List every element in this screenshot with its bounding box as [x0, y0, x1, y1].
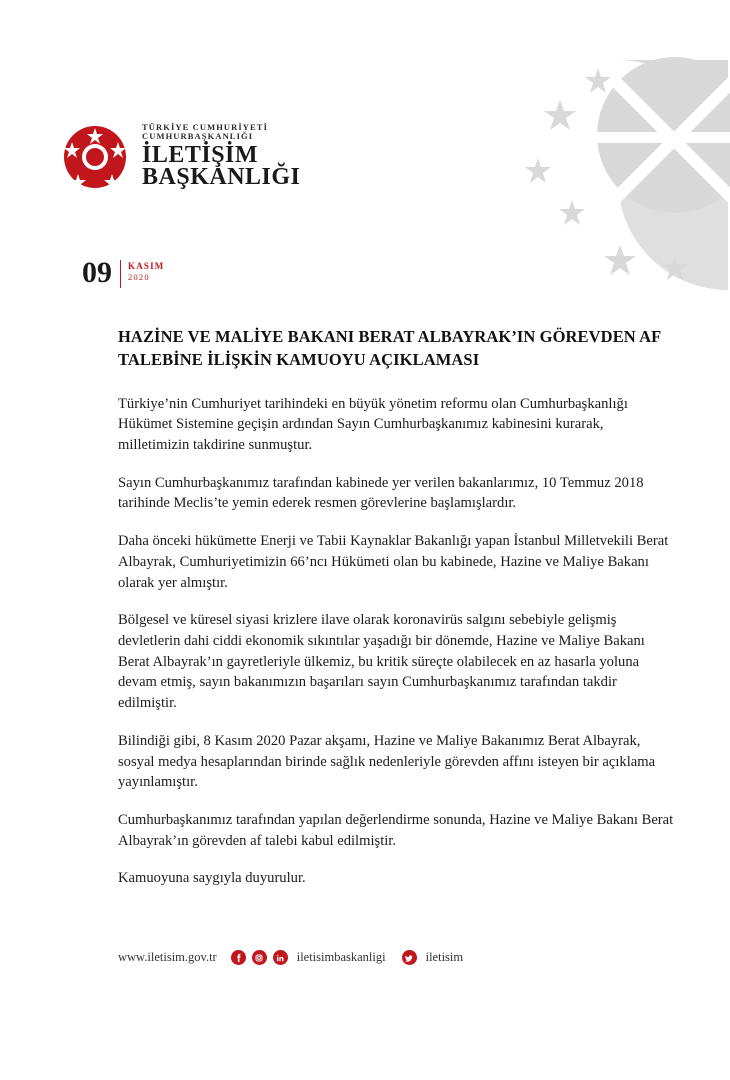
brand-header: [60, 122, 300, 192]
page-title: HAZİNE VE MALİYE BAKANI BERAT ALBAYRAK’IN GÖREVDEN AF TALEBİNE İLİŞKİN KAMUOYU AÇIKLAMASI: [118, 327, 661, 369]
paragraph-2: Sayın Cumhurbaşkanımız tarafından kabinede yer verilen bakanlarımız, 10 Temmuz 2018 tarihinde Meclis’te yemin ederek resmen görevlerine başlamışlardır.: [118, 474, 644, 512]
brand-line-small-1: TÜRKİYE CUMHURİYETİ: [142, 122, 268, 133]
brand-line-big-2: BAŞKANLIĞI: [142, 164, 301, 191]
statement-body: [118, 326, 678, 889]
paragraph-6: Cumhurbaşkanımız tarafından yapılan değerlendirme sonunda, Hazine ve Maliye Bakanı Berat Albayrak’ın görevden af talebi kabul edilmiştir.: [118, 812, 674, 849]
instagram-icon[interactable]: [252, 950, 267, 965]
paragraph-1: Türkiye’nin Cumhuriyet tarihindeki en büyük yönetim reformu olan Cumhurbaşkanlığı Hükümet Sistemine geçişin ardından Sayın Cumhurbaşkanımız kabinesini kurarak, milletimizin takdirine sunmuştur.: [118, 395, 628, 453]
date-divider: [120, 260, 121, 288]
linkedin-icon[interactable]: [273, 950, 288, 965]
website-url[interactable]: www.iletisim.gov.tr: [118, 950, 217, 964]
date-month: KASIM: [128, 261, 165, 271]
brand-line-small-2: CUMHURBAŞKANLIĞI: [142, 131, 254, 142]
paragraph-3: Daha önceki hükümette Enerji ve Tabii Kaynaklar Bakanlığı yapan İstanbul Milletvekili Berat Albayrak, Cumhuriyetimizin 66’ncı Hükümeti olan bu kabinede, Hazine ve Maliye Bakanı olarak yer almıştır.: [118, 533, 669, 591]
date-year: 2020: [128, 272, 150, 282]
twitter-icon[interactable]: [402, 950, 417, 965]
paragraph-4: Bölgesel ve küresel siyasi krizlere ilave olarak koronavirüs salgını sebebiyle gelişmiş devletlerin dahi ciddi ekonomik sıkıntılar yaşadığı bir dönemde, Hazine ve Maliye Bakanı Berat Albayrak’ın gayretleriyle ülkemiz, bu kritik süreçte olabilecek en az hasarla yoluna devam etmiş, sayın bakanımızın başarıları sayın Cumhurbaşkanımız tarafından takdir edilmiştir.: [118, 612, 645, 712]
social-handle-primary[interactable]: iletisimbaskanligi: [296, 950, 386, 964]
facebook-icon[interactable]: [231, 950, 246, 965]
paragraph-7: Kamuoyuna saygıyla duyurulur.: [118, 870, 306, 887]
paragraph-5: Bilindiği gibi, 8 Kasım 2020 Pazar akşamı, Hazine ve Maliye Bakanımız Berat Albayrak, sosyal medya hesaplarından birinde sağlık nedenleriyle görevden affını isteyen bir açıklama yayınlamıştır.: [118, 732, 656, 791]
footer: [118, 950, 678, 965]
social-handle-twitter[interactable]: iletisim: [425, 950, 464, 964]
publication-date: [82, 258, 165, 288]
date-day: 09: [82, 256, 112, 289]
turkiye-cumhuriyeti-emblem-icon: [60, 122, 130, 192]
decorative-stars-graphic: [500, 40, 730, 300]
brand-line-big-1: İLETİŞİM: [142, 142, 259, 169]
